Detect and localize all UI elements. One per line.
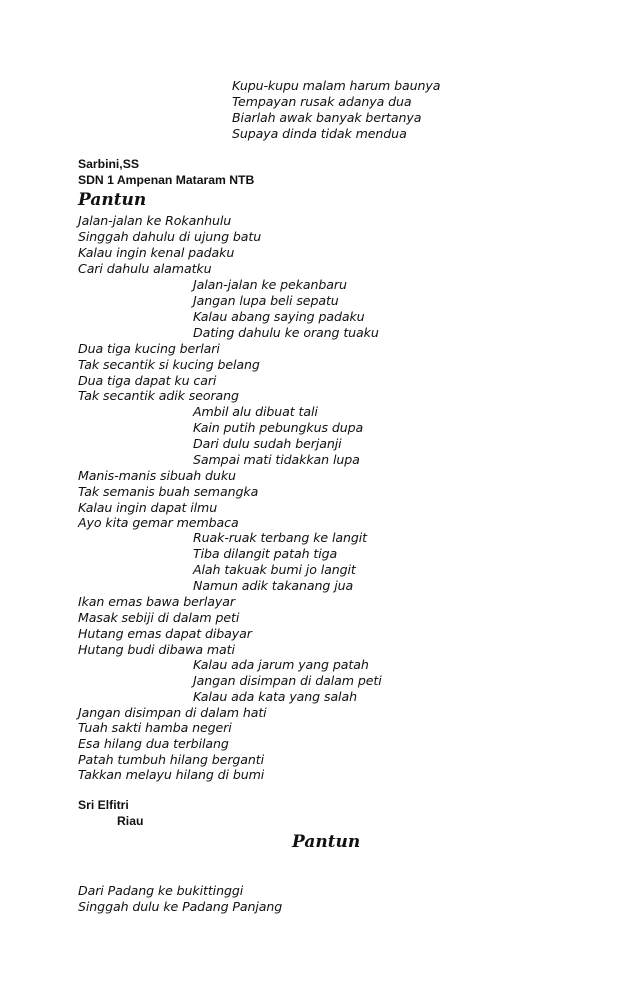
author-name: Sarbini,SS [78,157,139,171]
poem-line: Tiba dilangit patah tiga [193,546,338,561]
poem-line: Sampai mati tidakkan lupa [193,452,360,467]
poem-line: Jalan-jalan ke Rokanhulu [78,213,232,228]
poem-line: Masak sebiji di dalam peti [78,610,240,625]
poem-line: Dua tiga dapat ku cari [78,373,217,388]
poem-line: Kalau ingin kenal padaku [78,245,235,260]
poem-line: Kalau abang saying padaku [193,309,365,324]
poem-line: Takkan melayu hilang di bumi [78,767,265,782]
poem-line: Kupu-kupu malam harum baunya [232,78,441,93]
poem-line: Tak secantik adik seorang [78,388,239,403]
poem-line: Kalau ada kata yang salah [193,689,357,704]
section-title: Pantun [292,832,361,852]
poem-line: Ayo kita gemar membaca [78,515,239,530]
author-name: Sri Elfitri [78,798,129,812]
poem-line: Kalau ingin dapat ilmu [78,500,218,515]
poem-line: Cari dahulu alamatku [78,261,212,276]
section-title: Pantun [78,190,147,210]
poem-line: Supaya dinda tidak mendua [232,126,407,141]
poem-line: Alah takuak bumi jo langit [193,562,356,577]
poem-line: Kain putih pebungkus dupa [193,420,364,435]
poem-line: Patah tumbuh hilang berganti [78,752,265,767]
poem-line: Jangan lupa beli sepatu [193,293,339,308]
poem-line: Dari dulu sudah berjanji [193,436,342,451]
poem-line: Hutang budi dibawa mati [78,642,235,657]
poem-line: Singgah dahulu di ujung batu [78,229,262,244]
poem-line: Ikan emas bawa berlayar [78,594,235,609]
poem-line: Biarlah awak banyak bertanya [232,110,422,125]
poem-line: Jangan disimpan di dalam peti [193,673,382,688]
poem-line: Dari Padang ke bukittinggi [78,883,244,898]
poem-line: Jangan disimpan di dalam hati [78,705,267,720]
poem-line: Dating dahulu ke orang tuaku [193,325,379,340]
poem-line: Singgah dulu ke Padang Panjang [78,899,283,914]
poem-line: Esa hilang dua terbilang [78,736,229,751]
poem-line: Ruak-ruak terbang ke langit [193,530,367,545]
poem-line: Tak semanis buah semangka [78,484,259,499]
poem-line: Manis-manis sibuah duku [78,468,236,483]
poem-line: Kalau ada jarum yang patah [193,657,369,672]
poem-line: Tempayan rusak adanya dua [232,94,412,109]
author-school: SDN 1 Ampenan Mataram NTB [78,173,255,187]
poem-line: Namun adik takanang jua [193,578,354,593]
poem-line: Hutang emas dapat dibayar [78,626,252,641]
poem-line: Dua tiga kucing berlari [78,341,220,356]
poem-line: Tuah sakti hamba negeri [78,720,232,735]
poem-line: Jalan-jalan ke pekanbaru [193,277,347,292]
poem-line: Ambil alu dibuat tali [193,404,318,419]
author-region: Riau [117,814,144,828]
poem-line: Tak secantik si kucing belang [78,357,260,372]
